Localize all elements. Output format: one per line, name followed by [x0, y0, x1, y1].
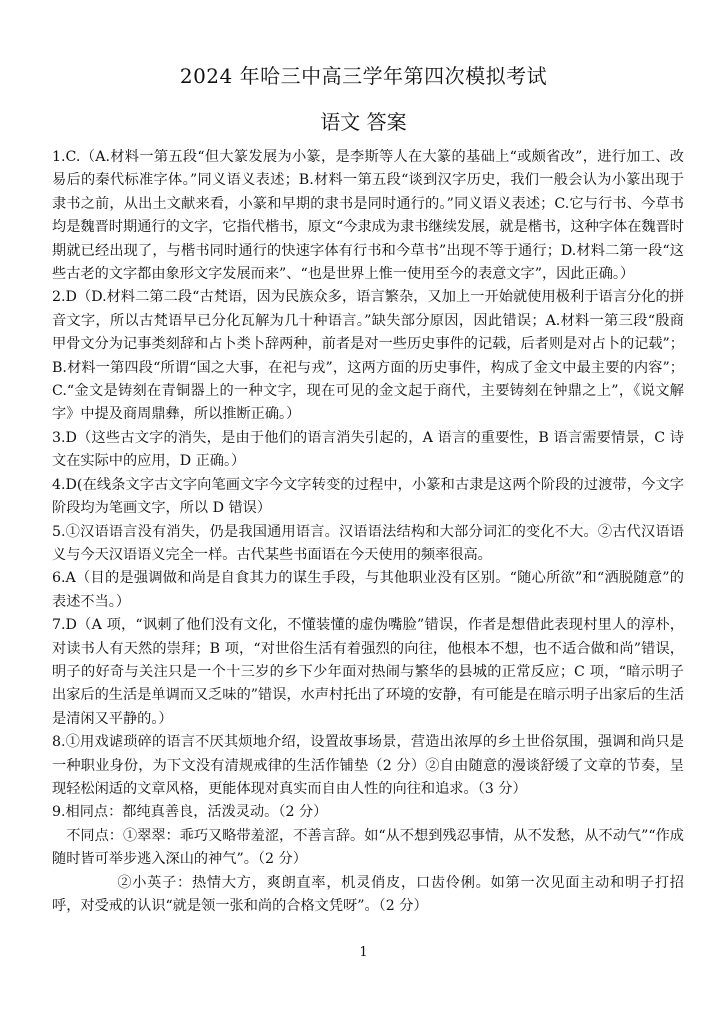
answer-8: 8.①用戏谑琐碎的语言不厌其烦地介绍，设置故事场景，营造出浓厚的乡土世俗氛围，强调和尚只是一种职业身份，为下文没有清规戒律的生活作铺垫（2 分）②自由随意的漫谈舒缓了文章的节奏，呈现轻松闲适的文章风格，更能体现对真实而自由人性的向往和追求。（3 分）	[52, 734, 684, 797]
answer-3: 3.D（这些古文字的消失，是由于他们的语言消失引起的，A 语言的重要性，B 语言需要情景，C 诗文在实际中的应用，D 正确。）	[52, 429, 684, 470]
answer-9-difference-2: ②小英子：热情大方，爽朗直率，机灵俏皮，口齿伶俐。如第一次见面主动和明子打招呼，对受戒的认识“就是领一张和尚的合格文凭呀”。（2 分）	[52, 874, 684, 914]
answer-content	[52, 146, 684, 918]
answer-5: 5.①汉语语言没有消失，仍是我国通用语言。汉语语法结构和大部分词汇的变化不大。②古代汉语语义与今天汉语语义完全一样。古代某些书面语在今天使用的频率很高。	[52, 523, 684, 563]
answer-1: 1.C.（A.材料一第五段“但大篆发展为小篆，是李斯等人在大篆的基础上“或颇省改”，进行加工、改易后的秦代标准字体。”同义语义表述；B.材料一第五段“谈到汉字历史，我们一般会认为小篆出现于隶书之前，从出土文献来看，小篆和早期的隶书是同时通行的。”同义语义表述；C.它与行书、今草书均是魏晋时期通行的文字，它指代楷书，原文“今隶成为隶书继续发展，就是楷书，这种字体在魏晋时期就已经出现了，与楷书同时通行的快速字体有行书和今草书”出现不等于通行；D.材料二第一段“这些古老的文字都由象形文字发展而来”、“也是世界上惟一使用至今的表意文字”，因此正确。）	[52, 149, 684, 283]
page-title: 2024 年哈三中高三学年第四次模拟考试	[179, 64, 548, 88]
answer-4: 4.D(在线条文字古文字向笔画文字今文字转变的过程中，小篆和古隶是这两个阶段的过渡带，今文字阶段均为笔画文字，所以 D 错误）	[52, 476, 684, 517]
answer-7: 7.D（A 项，“讽刺了他们没有文化，不懂装懂的虚伪嘴脸”错误，作者是想借此表现村里人的淳朴，对读书人有天然的崇拜；B 项，“对世俗生活有着强烈的向往，他根本不想，也不适合做和尚”错误，明子的好奇与关注只是一个十三岁的乡下少年面对热闹与繁华的县城的正常反应；C 项，“暗示明子出家后的生活是单调而又乏味的”错误，水声村托出了环境的安静，有可能是在暗示明子出家后的生活是清闲又平静的。）	[52, 617, 684, 727]
page-subtitle: 语文 答案	[320, 110, 407, 134]
answer-9-similarity: 9.相同点：都纯真善良，活泼灵动。（2 分）	[52, 804, 328, 821]
answer-2: 2.D（D.材料二第二段“古梵语，因为民族众多，语言繁杂，又加上一开始就使用极利于语言分化的拼音文字，所以古梵语早已分化瓦解为几十种语言。”缺失部分原因，因此错误；A.材料一第三段“殷商甲骨文分为记事类刻辞和占卜类卜辞两种，前者是对一些历史事件的记载，后者则是对占卜的记载”；B.材料一第四段“所谓“国之大事，在祀与戎”，这两方面的历史事件，构成了金文中最主要的内容”；C.“金文是铸刻在青铜器上的一种文字，现在可见的金文起于商代，主要铸刻在钟鼎之上”，《说文解字》中提及商周鼎彝，所以推断正确。）	[52, 289, 684, 423]
page-number: 1	[359, 945, 368, 960]
answer-9-difference-1: 不同点：①翠翠：乖巧又略带羞涩，不善言辞。如“从不想到残忍事情，从不发愁，从不动气”“作成随时皆可举步逃入深山的神气”。（2 分）	[52, 827, 684, 868]
answer-6: 6.A（目的是强调做和尚是自食其力的谋生手段，与其他职业没有区别。“随心所欲”和“洒脱随意”的表述不当。）	[52, 570, 684, 610]
